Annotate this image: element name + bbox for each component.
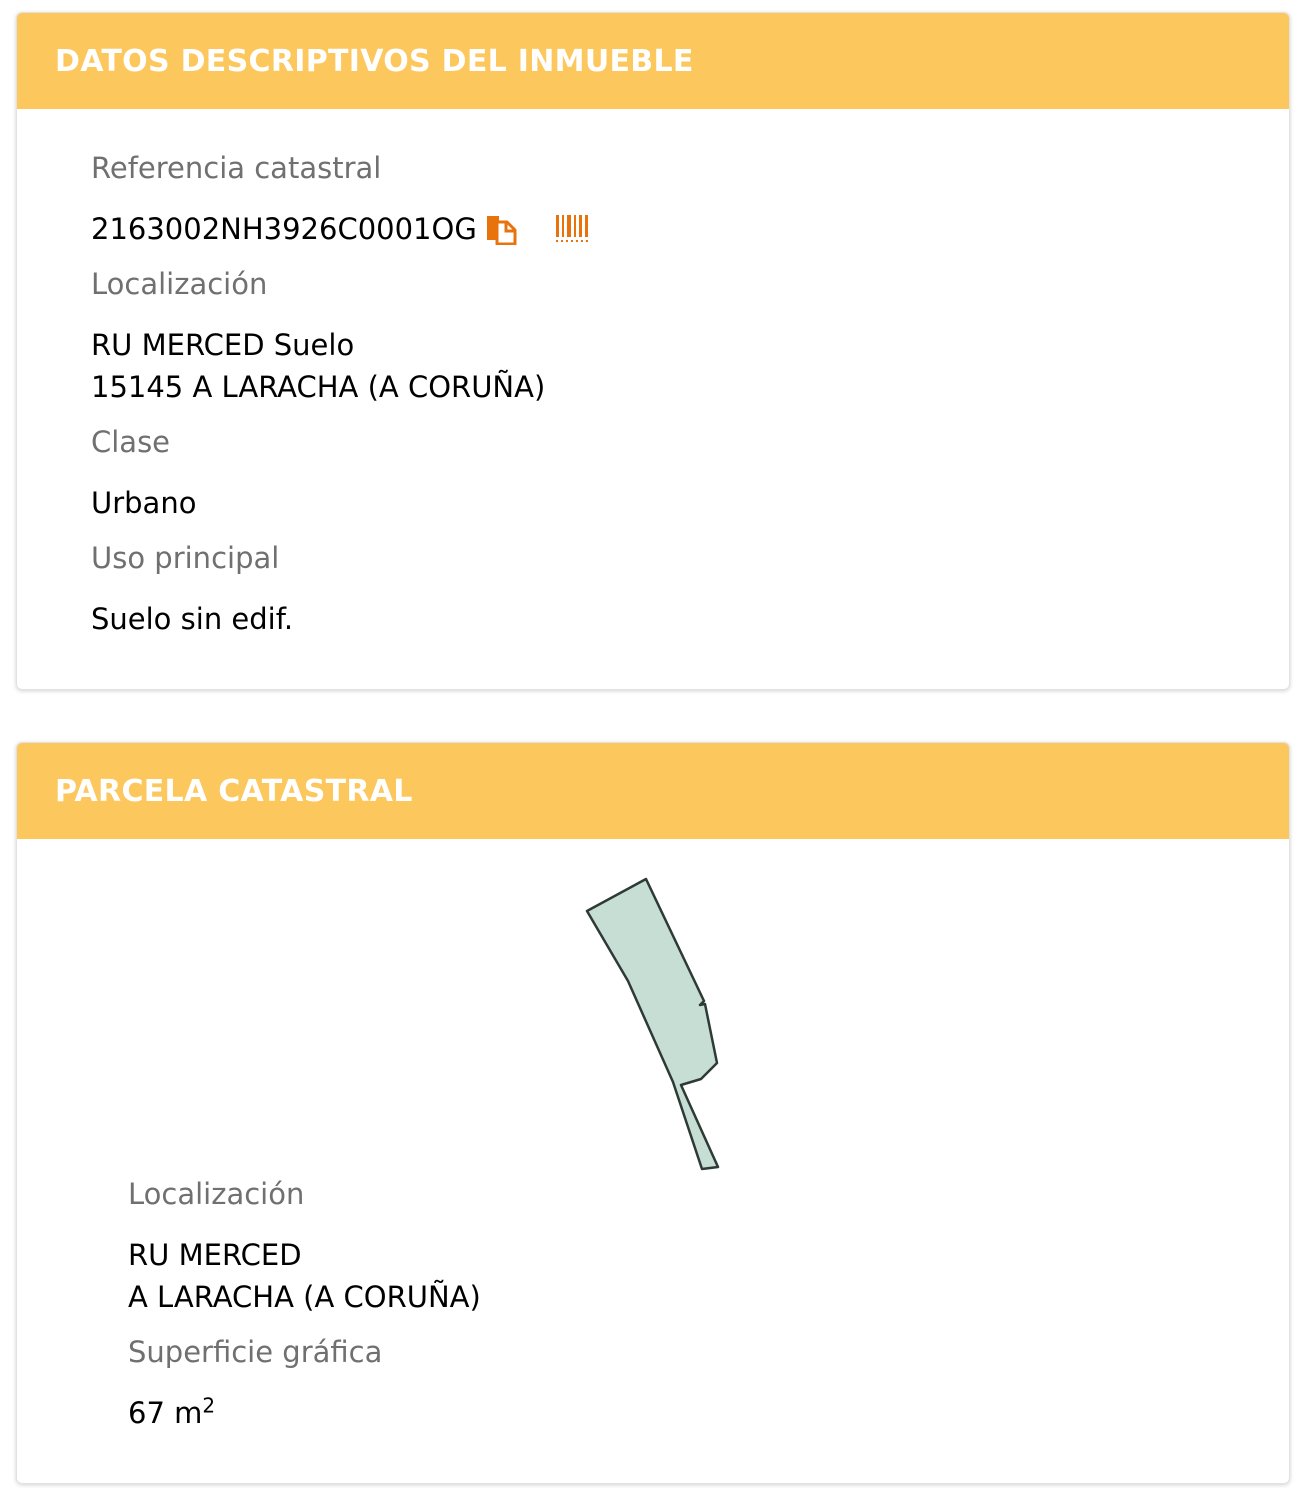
parcela-localizacion-label: Localización — [128, 1177, 305, 1211]
panel-title: PARCELA CATASTRAL — [55, 774, 413, 809]
copy-icon[interactable] — [485, 213, 517, 245]
uso-principal-label: Uso principal — [91, 541, 280, 575]
localizacion-label: Localización — [91, 267, 268, 301]
parcela-catastral-panel — [16, 742, 1290, 1484]
localizacion-value — [91, 324, 545, 408]
superficie-grafica-label: Superficie gráfica — [128, 1335, 383, 1369]
superficie-exponent: 2 — [202, 1393, 216, 1418]
superficie-grafica-value — [128, 1392, 215, 1434]
parcela-localizacion-value — [128, 1234, 481, 1318]
referencia-catastral-row — [91, 208, 589, 250]
barcode-icon[interactable] — [555, 213, 589, 245]
panel-header — [17, 13, 1289, 109]
parcela-localizacion-line-2: A LARACHA (A CORUÑA) — [128, 1280, 481, 1314]
localizacion-line-2: 15145 A LARACHA (A CORUÑA) — [91, 370, 546, 404]
parcel-polygon — [587, 879, 718, 1169]
uso-principal-value: Suelo sin edif. — [91, 602, 294, 636]
panel-header — [17, 743, 1289, 839]
parcel-map[interactable] — [582, 869, 742, 1179]
referencia-catastral-label: Referencia catastral — [91, 151, 382, 185]
clase-label: Clase — [91, 425, 171, 459]
referencia-catastral-value: 2163002NH3926C0001OG — [91, 212, 477, 246]
superficie-number: 67 m — [128, 1396, 203, 1430]
panel-title: DATOS DESCRIPTIVOS DEL INMUEBLE — [55, 44, 694, 79]
clase-value: Urbano — [91, 486, 197, 520]
datos-inmueble-panel — [16, 12, 1290, 690]
localizacion-line-1: RU MERCED Suelo — [91, 328, 355, 362]
parcela-localizacion-line-1: RU MERCED — [128, 1238, 302, 1272]
